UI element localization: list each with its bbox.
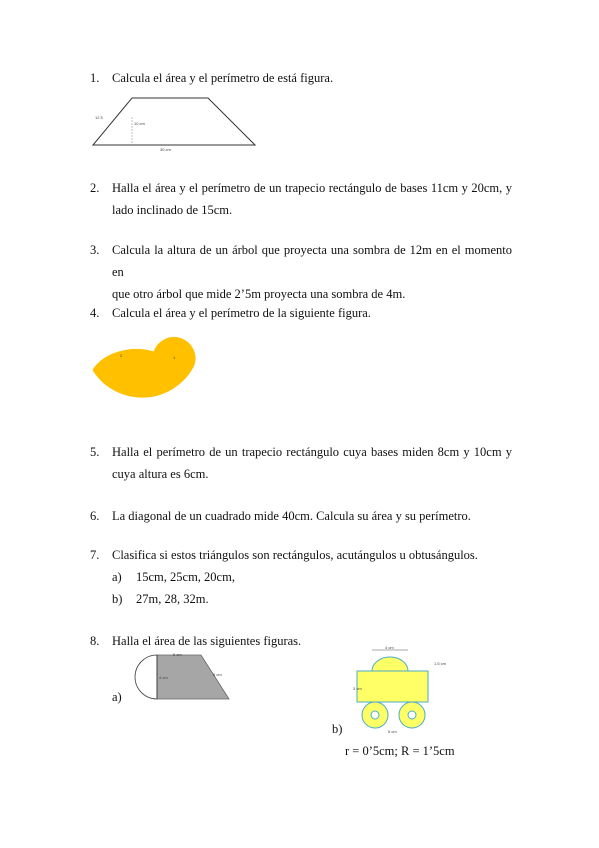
exercise-text: Halla el área de las siguientes figuras.	[112, 634, 302, 648]
trapezoid-figure	[90, 95, 260, 153]
svg-text:5 cm: 5 cm	[213, 672, 222, 677]
radius-formula: r = 0’5cm; R = 1’5cm	[345, 744, 455, 758]
semicircle	[135, 655, 157, 699]
exercise-text-line-1: Halla el perímetro de un trapecio rectángulo cuya bases miden 8cm y 10cm y	[112, 445, 512, 459]
svg-text:12 5: 12 5	[95, 115, 103, 120]
exercise-text: Calcula el área y el perímetro de la siguiente figura.	[112, 306, 371, 320]
composite-figure-a	[133, 652, 235, 702]
svg-text:4 cm: 4 cm	[385, 645, 394, 650]
exercise-number: 4.	[90, 306, 100, 320]
exercise-text-line-2: lado inclinado de 15cm.	[112, 203, 233, 217]
exercise-number: 1.	[90, 71, 100, 85]
heart-shape-figure	[88, 330, 208, 412]
top-dome	[372, 657, 408, 671]
yellow-shape	[93, 337, 195, 397]
worksheet-page: 1. Calcula el área y el perímetro de está figura. 12 5 10 cm 30 cm 2. Halla el área y el perímetro de un trapecio rectángulo de bases 11cm y 20cm, y lado inclinado de 15cm. 3. Calcula la altura de un árbol que proyecta una sombra de 12m en el momento en que otro árbol que mide 2’5m proyecta una sombra de 4m. 4. Calcula el área y el perímetro de la siguiente figura. 2 1 5. Halla el perímetro de un trapecio rectángulo cuya bases miden 8cm y 10cm y cuya altura es 6cm. 6. La diagonal de un cuadrado mide 40cm. Calcula su área y su perímetro. 7. Clasifica si estos triángulos son rectángulos, acutángulos u obtusángulos. a) 15cm, 25cm, 20cm, b) 27m, 28, 32m. 8. Halla el área de las siguientes figuras. a) 5 cm 5 cm 4 cm 4 cm 1.5 cm 3 cm 5 cm b) r = 0’5cm; R = 1’5cm	[0, 0, 599, 848]
exercise-number: 2.	[90, 181, 100, 195]
exercise-text: Clasifica si estos triángulos son rectángulos, acutángulos u obtusángulos.	[112, 548, 478, 562]
svg-text:10 cm: 10 cm	[134, 121, 145, 126]
svg-text:3 cm: 3 cm	[353, 686, 362, 691]
svg-text:1.5 cm: 1.5 cm	[434, 661, 447, 666]
exercise-text-line-1: Halla el área y el perímetro de un trapecio rectángulo de bases 11cm y 20cm, y	[112, 181, 512, 195]
exercise-number: 5.	[90, 445, 100, 459]
exercise-number: 7.	[90, 548, 100, 562]
svg-text:2: 2	[120, 353, 123, 358]
svg-text:4 cm: 4 cm	[159, 675, 168, 680]
exercise-number: 6.	[90, 509, 100, 523]
svg-text:5 cm: 5 cm	[173, 652, 182, 657]
exercise-text-line-2: cuya altura es 6cm.	[112, 467, 209, 481]
figure-a-label: a)	[112, 690, 122, 704]
svg-text:1: 1	[173, 355, 176, 360]
exercise-text-line-2: que otro árbol que mide 2’5m proyecta una sombra de 4m.	[112, 287, 406, 301]
exercise-number: 3.	[90, 243, 100, 257]
exercise-text: La diagonal de un cuadrado mide 40cm. Calcula su área y su perímetro.	[112, 509, 471, 523]
exercise-text-line-1: Calcula la altura de un árbol que proyecta una sombra de 12m en el momento en	[112, 243, 512, 279]
gray-trapezoid	[157, 655, 229, 699]
composite-figure-b	[352, 645, 452, 735]
exercise-number: 8.	[90, 634, 100, 648]
svg-text:5 cm: 5 cm	[388, 729, 397, 734]
car-body	[357, 671, 428, 702]
svg-text:30 cm: 30 cm	[160, 147, 171, 152]
exercise-text: Calcula el área y el perímetro de está figura.	[112, 71, 334, 85]
figure-b-label: b)	[332, 722, 343, 736]
